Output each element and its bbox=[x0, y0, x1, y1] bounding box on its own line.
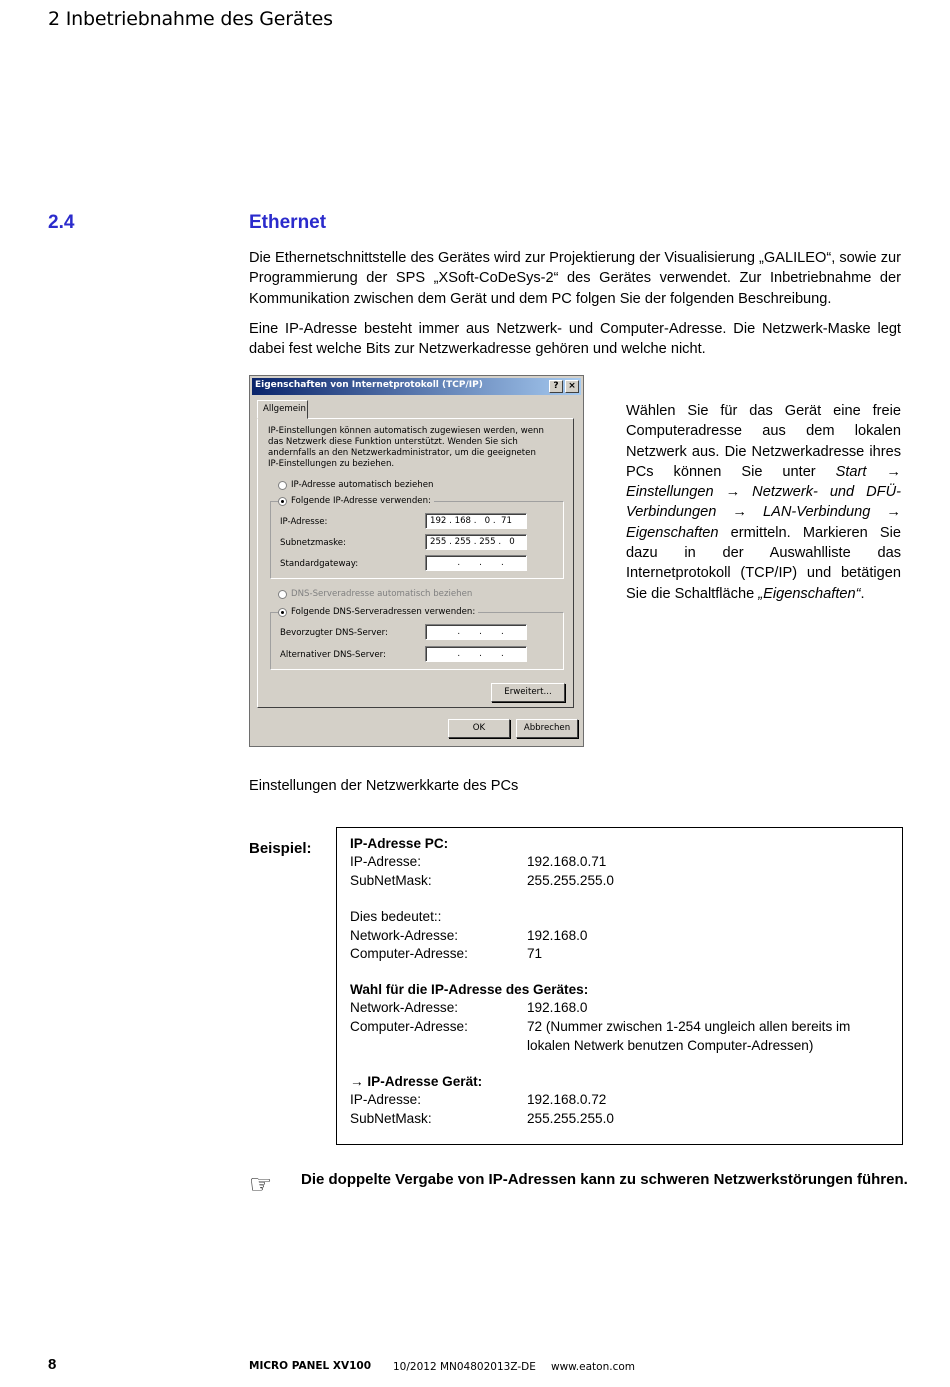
choice-net-label: Network-Adresse: bbox=[350, 1000, 459, 1015]
dev-ip-label: IP-Adresse: bbox=[350, 1092, 422, 1107]
pc-mask-value: 255.255.255.0 bbox=[527, 873, 614, 888]
dev-mask-label: SubNetMask: bbox=[350, 1111, 432, 1126]
net-value: 192.168.0 bbox=[527, 928, 588, 943]
preferred-dns-input[interactable]: . . . bbox=[425, 624, 527, 640]
advanced-button[interactable]: Erweitert... bbox=[491, 683, 565, 702]
dev-ip-value: 192.168.0.72 bbox=[527, 1092, 607, 1107]
gateway-input[interactable]: . . . bbox=[425, 555, 527, 571]
radio-dot-icon bbox=[278, 590, 287, 599]
radio-dot-icon bbox=[278, 481, 287, 490]
dialog-titlebar bbox=[252, 378, 581, 395]
dns2-label: Alternativer DNS-Server: bbox=[280, 650, 386, 660]
choice-comp-value-2: lokalen Netwerk benutzen Computer-Adressen) bbox=[527, 1038, 814, 1053]
pc-ip-label: IP-Adresse: bbox=[350, 854, 422, 869]
radio-auto-dns-label: DNS-Serveradresse automatisch beziehen bbox=[291, 589, 473, 599]
gateway-label: Standardgateway: bbox=[280, 559, 359, 569]
comp-label: Computer-Adresse: bbox=[350, 946, 468, 961]
radio-auto-dns[interactable] bbox=[278, 589, 472, 599]
tab-allgemein[interactable]: Allgemein bbox=[257, 400, 308, 419]
radio-dot-icon bbox=[278, 608, 287, 617]
radio-auto-ip[interactable] bbox=[278, 480, 433, 490]
net-label: Network-Adresse: bbox=[350, 928, 459, 943]
footer-url: www.eaton.com bbox=[551, 1361, 635, 1373]
side-text-1: Wählen Sie für das Gerät eine freie Computeradresse aus dem lokalen Netzwerk aus. Die Netzwerkadresse ihres PCs können Sie unter bbox=[626, 403, 901, 480]
help-button[interactable]: ? bbox=[549, 380, 563, 393]
side-instructions bbox=[626, 401, 901, 604]
cancel-button[interactable]: Abbrechen bbox=[516, 719, 578, 738]
example-label: Beispiel: bbox=[249, 840, 312, 857]
radio-dot-icon bbox=[278, 497, 287, 506]
footer-doc-id: 10/2012 MN04802013Z-DE bbox=[393, 1361, 536, 1373]
dialog-title: Eigenschaften von Internetprotokoll (TCP/IP) bbox=[255, 380, 483, 390]
ip-label: IP-Adresse: bbox=[280, 517, 328, 527]
radio-manual-dns[interactable] bbox=[278, 607, 478, 617]
pc-heading: IP-Adresse PC: bbox=[350, 836, 449, 851]
chapter-header: 2 Inbetriebnahme des Gerätes bbox=[48, 8, 333, 30]
menu-path: Start → Einstellungen → Netzwerk- und DFÜ-Verbindungen → LAN-Verbindung → Eigenschaften bbox=[626, 463, 901, 541]
ok-button[interactable]: OK bbox=[448, 719, 510, 738]
dialog-intro-text: IP-Einstellungen können automatisch zugewiesen werden, wenn das Netzwerk diese Funktion unterstützt. Wenden Sie sich andernfalls an den Netzwerkadministrator, um die geeigneten IP-Einstellungen zu beziehen. bbox=[268, 426, 544, 469]
alternate-dns-input[interactable]: . . . bbox=[425, 646, 527, 662]
figure-caption: Einstellungen der Netzwerkkarte des PCs bbox=[249, 778, 519, 794]
page-number: 8 bbox=[48, 1356, 57, 1373]
warning-note: Die doppelte Vergabe von IP-Adressen kann zu schweren Netzwerkstörungen führen. bbox=[301, 1171, 908, 1188]
ip-address-paragraph: Eine IP-Adresse besteht immer aus Netzwerk- und Computer-Adresse. Die Netzwerk-Maske legt dabei fest welche Bits zur Netzwerkadresse gehören und welche nicht. bbox=[249, 321, 901, 358]
radio-auto-ip-label: IP-Adresse automatisch beziehen bbox=[291, 480, 434, 490]
radio-manual-dns-label: Folgende DNS-Serveradressen verwenden: bbox=[291, 607, 476, 617]
means-heading: Dies bedeutet:: bbox=[350, 909, 442, 924]
radio-manual-ip-label: Folgende IP-Adresse verwenden: bbox=[291, 496, 431, 506]
footer-product: MICRO PANEL XV100 bbox=[249, 1360, 372, 1372]
choice-comp-label: Computer-Adresse: bbox=[350, 1019, 468, 1034]
choice-net-value: 192.168.0 bbox=[527, 1000, 588, 1015]
subnet-mask-input[interactable]: 255 . 255 . 255 . 0 bbox=[425, 534, 527, 550]
side-text-2: ermitteln. Markieren Sie dazu in der Auswahlliste das Internetprotokoll (TCP/IP) und betätigen Sie die Schaltfläche bbox=[626, 524, 901, 602]
device-heading: → IP-Adresse Gerät: bbox=[350, 1074, 483, 1089]
side-text-3: . bbox=[860, 585, 865, 602]
section-number: 2.4 bbox=[48, 212, 75, 233]
comp-value: 71 bbox=[527, 946, 543, 961]
intro-paragraph: Die Ethernetschnittstelle des Gerätes wird zur Projektierung der Visualisierung „GALILEO“, sowie zur Programmierung der SPS „XSoft-CoDeSys-2“ des Gerätes verwendet. Zur Inbetriebnahme der Kommunikation zwischen dem Gerät und dem PC folgen Sie der folgenden Beschreibung. bbox=[249, 250, 901, 307]
ip-address-input[interactable]: 192 . 168 . 0 . 71 bbox=[425, 513, 527, 529]
button-name: „Eigenschaften“ bbox=[758, 585, 861, 602]
pc-ip-value: 192.168.0.71 bbox=[527, 854, 607, 869]
radio-manual-ip[interactable] bbox=[278, 496, 434, 506]
section-title: Ethernet bbox=[249, 212, 327, 233]
dev-mask-value: 255.255.255.0 bbox=[527, 1111, 614, 1126]
choice-comp-value-1: 72 (Nummer zwischen 1-254 ungleich allen bereits im bbox=[527, 1019, 851, 1034]
pc-mask-label: SubNetMask: bbox=[350, 873, 432, 888]
pointing-hand-icon: ☞ bbox=[249, 1169, 273, 1199]
close-button[interactable]: × bbox=[565, 380, 579, 393]
tcpip-properties-dialog bbox=[249, 375, 584, 747]
choice-heading: Wahl für die IP-Adresse des Gerätes: bbox=[350, 982, 589, 997]
mask-label: Subnetzmaske: bbox=[280, 538, 346, 548]
dns1-label: Bevorzugter DNS-Server: bbox=[280, 628, 388, 638]
